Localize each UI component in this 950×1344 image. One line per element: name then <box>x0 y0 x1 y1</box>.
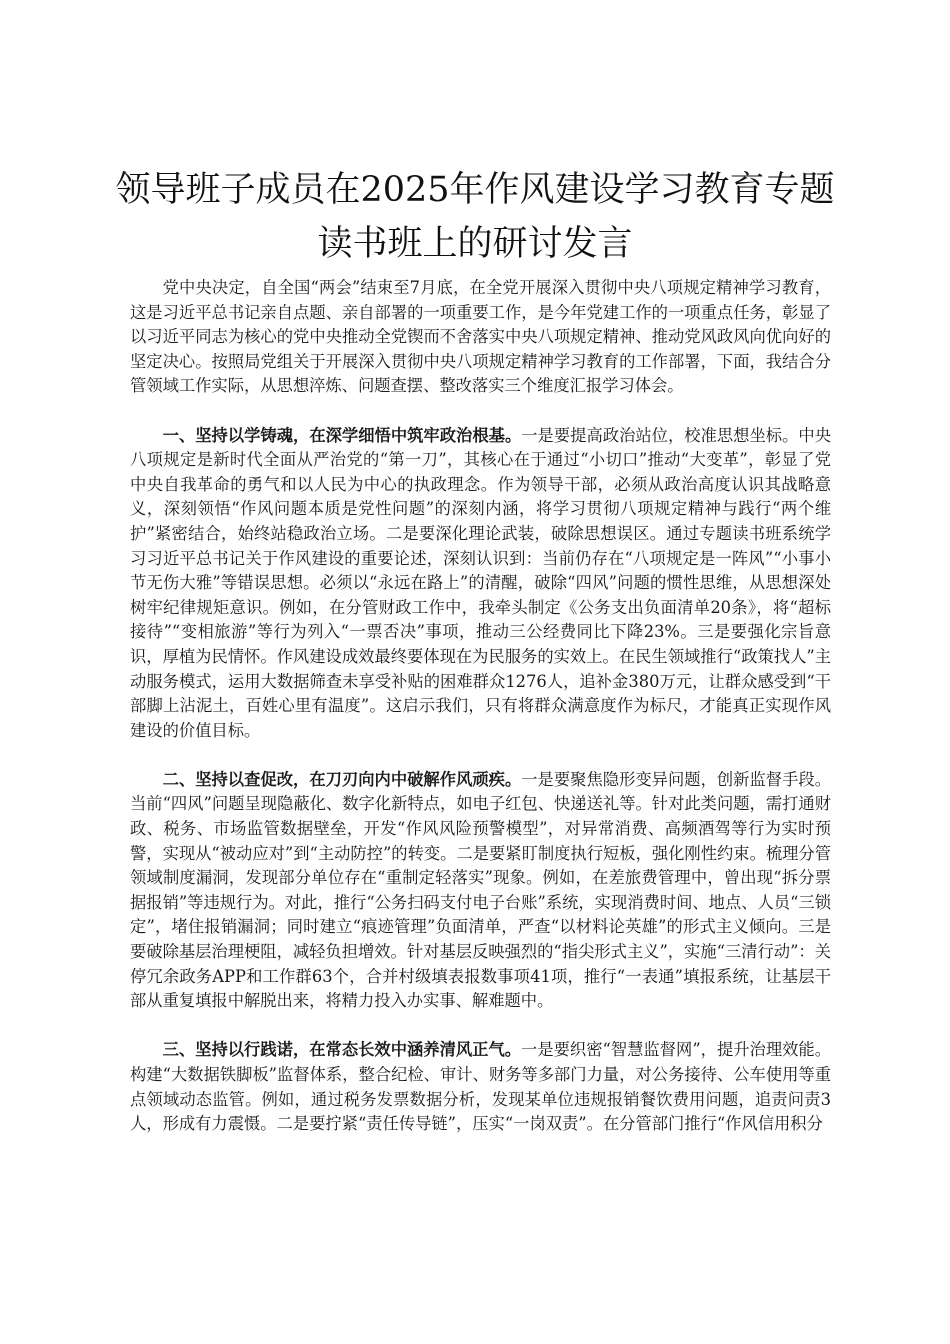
paragraph-text: 一是要织密“智慧监督网”，提升治理效能。构建“大数据铁脚板”监督体系，整合纪检、审计、财务等多部门力量，对公务接待、公车使用等重点领域动态监管。例如，通过税务发票数据分析，发现某单位违规报销餐饮费用问题，追责问责3人，形成有力震慑。二是要拧紧“责任传导链”，压实“一岗双责”。在分管部门推行“作风信用积分 <box>130 1040 831 1134</box>
paragraph-section-1 <box>130 424 831 744</box>
paragraph-intro <box>130 276 831 399</box>
paragraph-section-3 <box>130 1038 831 1136</box>
section-heading: 一、坚持以学铸魂，在深学细悟中筑牢政治根基。 <box>162 425 522 445</box>
document-title: 领导班子成员在2025年作风建设学习教育专题读书班上的研讨发言 <box>115 170 835 264</box>
paragraph-text: 党中央决定，自全国“两会”结束至7月底，在全党开展深入贯彻中央八项规定精神学习教育，这是习近平总书记亲自点题、亲自部署的一项重要工作，是今年党建工作的一项重点任务，彰显了以习近平同志为核心的党中央推动全党锲而不舍落实中央八项规定精神、推动党风政风向优向好的坚定决心。按照局党组关于开展深入贯彻中央八项规定精神学习教育的工作部署，下面，我结合分管领域工作实际，从思想淬炼、问题查摆、整改落实三个维度汇报学习体会。 <box>130 278 831 396</box>
section-heading: 二、坚持以查促改，在刀刃向内中破解作风顽疾。 <box>162 769 522 789</box>
document-body <box>130 276 831 1137</box>
paragraph-text: 一是要提高政治站位，校准思想坐标。中央八项规定是新时代全面从严治党的“第一刀”，其核心在于通过“小切口”推动“大变革”，彰显了党中央自我革命的勇气和以人民为中心的执政理念。作为领导干部，必须从政治高度认识其战略意义，深刻领悟“作风问题本质是党性问题”的深刻内涵，将学习贯彻八项规定精神与践行“两个维护”紧密结合，始终站稳政治立场。二是要深化理论武装，破除思想误区。通过专题读书班系统学习习近平总书记关于作风建设的重要论述，深刻认识到：当前仍存在“八项规定是一阵风”“小事小节无伤大雅”等错误思想。必须以“永远在路上”的清醒，破除“四风”问题的惯性思维，从思想深处树牢纪律规矩意识。例如，在分管财政工作中，我牵头制定《公务支出负面清单20条》，将“超标接待”“变相旅游”等行为列入“一票否决”事项，推动三公经费同比下降23%。三是要强化宗旨意识，厚植为民情怀。作风建设成效最终要体现在为民服务的实效上。在民生领域推行“政策找人”主动服务模式，运用大数据筛查未享受补贴的困难群众1276人，追补金380万元，让群众感受到“干部脚上沾泥土，百姓心里有温度”。这启示我们，只有将群众满意度作为标尺，才能真正实现作风建设的价值目标。 <box>130 425 831 740</box>
paragraph-section-2 <box>130 768 831 1014</box>
paragraph-text: 一是要聚焦隐形变异问题，创新监督手段。当前“四风”问题呈现隐蔽化、数字化新特点，如电子红包、快递送礼等。针对此类问题，需打通财政、税务、市场监管数据壁垒，开发“作风风险预警模型”，对异常消费、高频酒驾等行为实时预警，实现从“被动应对”到“主动防控”的转变。二是要紧盯制度执行短板，强化刚性约束。梳理分管领域制度漏洞，发现部分单位存在“重制定轻落实”现象。例如，在差旅费管理中，曾出现“拆分票据报销”等违规行为。对此，推行“公务扫码支付电子台账”系统，实现消费时间、地点、人员“三锁定”，堵住报销漏洞；同时建立“痕迹管理”负面清单，严查“以材料论英雄”的形式主义倾向。三是要破除基层治理梗阻，减轻负担增效。针对基层反映强烈的“指尖形式主义”，实施“三清行动”：关停冗余政务APP和工作群63个，合并村级填表报数事项41项，推行“一表通”填报系统，让基层干部从重复填报中解脱出来，将精力投入办实事、解难题中。 <box>130 769 831 1011</box>
section-heading: 三、坚持以行践诺，在常态长效中涵养清风正气。 <box>162 1040 522 1060</box>
